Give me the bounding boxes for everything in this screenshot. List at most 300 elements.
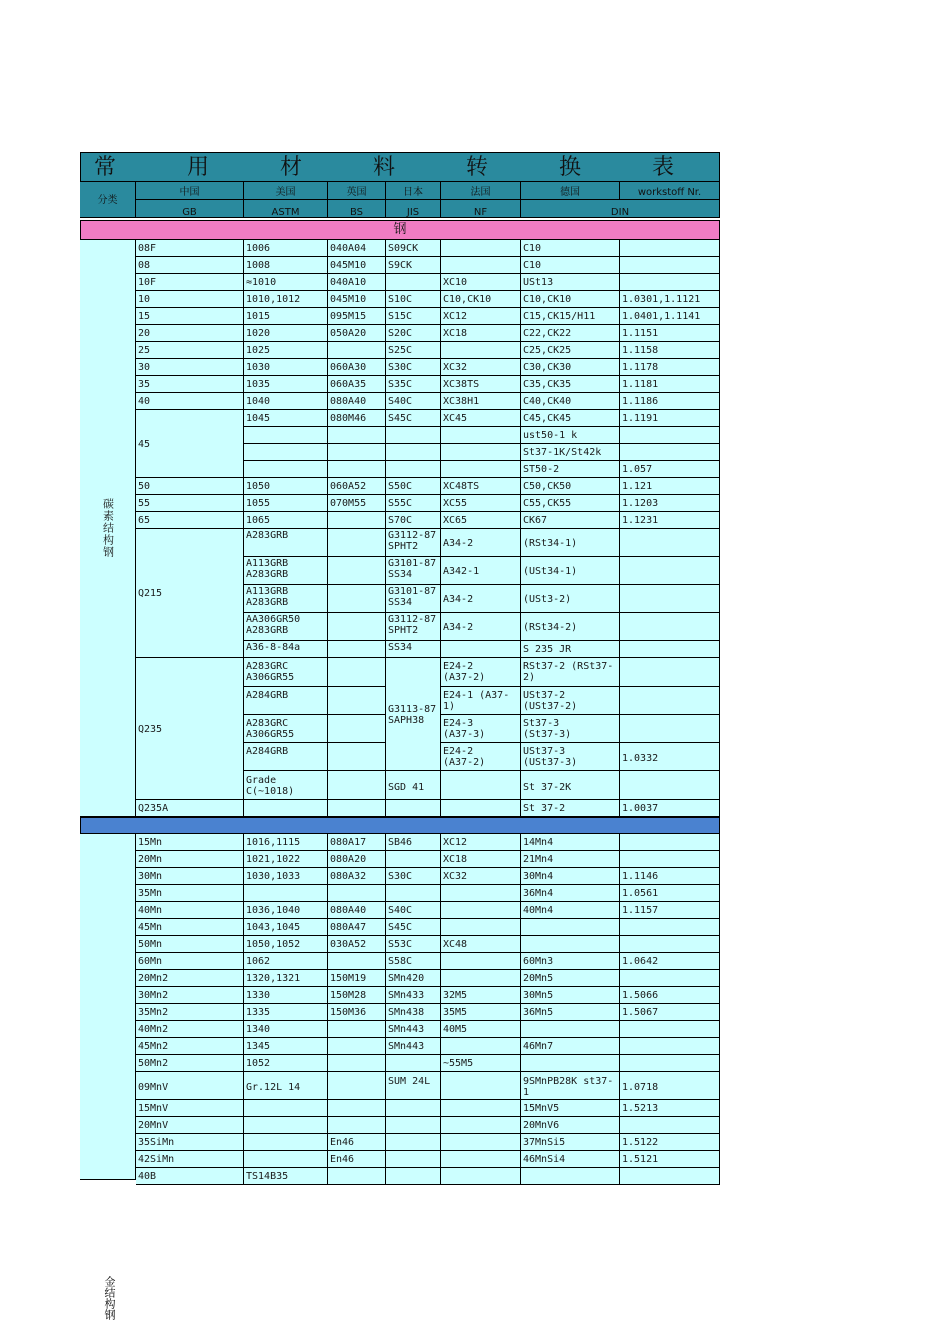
carbon-row-cell	[620, 376, 720, 393]
alloy-row-cell	[244, 953, 328, 970]
alloy-row-cell	[328, 1168, 386, 1185]
cell-text: ASTM	[271, 207, 300, 218]
alloy-row-cell	[441, 919, 521, 936]
carbon-row-cell	[136, 342, 244, 359]
cell-text: (RSt34-1)	[523, 537, 578, 549]
cell-text: St 37-2	[523, 803, 566, 814]
cell-text: 50Mn2	[138, 1058, 169, 1069]
cell-text: 9SMnPB28K st37- 1	[523, 1076, 614, 1098]
alloy-row-cell	[441, 1072, 521, 1100]
alloy-row-cell	[441, 1151, 521, 1168]
cell-text: workstoff Nr.	[637, 187, 702, 198]
cell-text: 1035	[246, 379, 271, 390]
alloy-row-cell	[620, 1117, 720, 1134]
cell-text: A36-8-84a	[246, 642, 301, 653]
cell-text: 1040	[246, 396, 271, 407]
q235-cell	[620, 771, 720, 800]
q215-cell	[521, 613, 620, 641]
cell-text: 20Mn2	[138, 973, 169, 984]
cell-text: 040A10	[330, 277, 367, 288]
section-separator	[80, 817, 720, 834]
carbon-row-cell	[244, 512, 328, 529]
cell-text: Q235A	[138, 803, 169, 814]
cell-text: St 37-2K	[523, 781, 572, 793]
q215-cell	[386, 529, 441, 557]
cell-text: 1.0332	[622, 752, 659, 764]
alloy-row-cell	[328, 1021, 386, 1038]
alloy-row-cell	[441, 1021, 521, 1038]
cell-text: G3101-87 SS34	[388, 558, 437, 580]
cell-text: G3112-87 SPHT2	[388, 530, 437, 552]
alloy-row-cell	[136, 1134, 244, 1151]
cell-text: En46	[330, 1154, 355, 1165]
g45-cell	[386, 444, 441, 461]
cell-text: S 235 JR	[523, 644, 572, 655]
cell-text: 15Mn	[138, 837, 163, 848]
q215-cell	[386, 557, 441, 585]
carbon-row-cell	[441, 376, 521, 393]
alloy-row-cell	[620, 987, 720, 1004]
cell-text: 1.5122	[622, 1137, 659, 1148]
cell-text: Grade C(~1018)	[246, 775, 295, 797]
alloy-row-cell	[441, 885, 521, 902]
cell-text: 1.0401,1.1141	[622, 311, 701, 322]
q235a-cell	[386, 800, 441, 817]
cell-text: 35Mn2	[138, 1007, 169, 1018]
cell-text: 36Mn4	[523, 888, 554, 899]
cell-text: 1.0301,1.1121	[622, 294, 701, 305]
alloy-row-cell	[441, 1038, 521, 1055]
alloy-row-cell	[386, 936, 441, 953]
header-standard	[521, 200, 720, 218]
cell-text: 分类	[97, 194, 118, 206]
carbon-row-cell	[328, 512, 386, 529]
alloy-row-cell	[328, 1134, 386, 1151]
carbon-row-cell	[441, 308, 521, 325]
cell-text: 150M36	[330, 1007, 367, 1018]
alloy-row-cell	[386, 834, 441, 851]
cell-text: Gr.12L 14	[246, 1082, 301, 1093]
alloy-row-cell	[244, 1038, 328, 1055]
cell-text: 50	[138, 481, 151, 492]
q235a-cell	[244, 800, 328, 817]
cell-text: C50,CK50	[523, 481, 572, 492]
q235-cell	[620, 743, 720, 771]
g45-cell	[328, 461, 386, 478]
cell-text: 040A04	[330, 243, 367, 254]
alloy-row-cell	[521, 868, 620, 885]
alloy-row-cell	[244, 885, 328, 902]
alloy-row-cell	[244, 1168, 328, 1185]
cell-text: (USt3-2)	[523, 593, 572, 605]
cell-text: 1.1231	[622, 515, 659, 526]
q235a-cell	[136, 800, 244, 817]
cell-text: XC18	[443, 328, 468, 339]
cell-text: 中国	[179, 187, 200, 198]
g45-cell	[244, 427, 328, 444]
cell-text: 1.0642	[622, 956, 659, 967]
cell-text: 1340	[246, 1024, 271, 1035]
cell-text: S70C	[388, 515, 413, 526]
alloy-row-cell	[521, 1134, 620, 1151]
cell-text: St37-1K/St42k	[523, 447, 602, 458]
alloy-row-cell	[328, 919, 386, 936]
carbon-row-cell	[521, 393, 620, 410]
alloy-row-cell	[620, 1100, 720, 1117]
q215-cell	[441, 641, 521, 658]
alloy-row-cell	[136, 1151, 244, 1168]
alloy-row-cell	[441, 987, 521, 1004]
q235-cell	[521, 715, 620, 743]
cell-text: 35SiMn	[138, 1137, 175, 1148]
cell-text: 35M5	[443, 1007, 468, 1018]
alloy-row-cell	[521, 936, 620, 953]
q215-cell	[521, 557, 620, 585]
cell-text: A284GRB	[246, 690, 289, 701]
alloy-row-cell	[620, 868, 720, 885]
g45-cell	[328, 427, 386, 444]
cell-text: ~55M5	[443, 1058, 474, 1069]
q215-cell	[386, 585, 441, 613]
carbon-row-cell	[441, 291, 521, 308]
cell-text: 1.1151	[622, 328, 659, 339]
alloy-row-cell	[386, 851, 441, 868]
alloy-row-cell	[521, 885, 620, 902]
cell-text: 1062	[246, 956, 271, 967]
g45-cell	[328, 444, 386, 461]
header-standard	[441, 200, 521, 218]
alloy-row-cell	[244, 851, 328, 868]
q215-cell	[620, 557, 720, 585]
q215-cell	[244, 613, 328, 641]
g45-cell	[244, 444, 328, 461]
alloy-row-cell	[386, 987, 441, 1004]
cell-text: 46MnSi4	[523, 1154, 566, 1165]
carbon-row-cell	[244, 393, 328, 410]
cell-text: 25	[138, 345, 151, 356]
cell-text: 1.1203	[622, 498, 659, 509]
alloy-row-cell	[244, 970, 328, 987]
cell-text: ust50-1 k	[523, 430, 578, 441]
carbon-row-cell	[328, 359, 386, 376]
cell-text: XC10	[443, 277, 468, 288]
cell-text: SS34	[388, 642, 413, 653]
alloy-row-cell	[386, 953, 441, 970]
alloy-row-cell	[136, 919, 244, 936]
alloy-row-cell	[328, 1004, 386, 1021]
carbon-row-cell	[521, 495, 620, 512]
alloy-row-cell	[328, 851, 386, 868]
alloy-row-cell	[386, 970, 441, 987]
cell-text: ST50-2	[523, 464, 560, 475]
alloy-row-cell	[620, 851, 720, 868]
carbon-row-cell	[244, 308, 328, 325]
alloy-row-cell	[136, 1117, 244, 1134]
q235-cell	[328, 658, 386, 687]
alloy-row-cell	[521, 851, 620, 868]
cell-text: G3101-87 SS34	[388, 586, 437, 608]
q235-cell	[328, 687, 386, 715]
cell-text: E24-2 (A37-2)	[443, 661, 486, 683]
alloy-row-cell	[136, 987, 244, 1004]
cell-text: S9CK	[388, 260, 413, 271]
q235-cell	[328, 771, 386, 800]
carbon-row-cell	[328, 495, 386, 512]
alloy-row-cell	[328, 987, 386, 1004]
carbon-row-cell	[441, 495, 521, 512]
carbon-row-cell	[386, 393, 441, 410]
table-title-text: 常 用 材 料 转 换 表	[94, 155, 706, 180]
carbon-row-cell	[441, 325, 521, 342]
alloy-row-cell	[620, 1168, 720, 1185]
alloy-row-cell	[328, 1117, 386, 1134]
cell-text: C30,CK30	[523, 362, 572, 373]
alloy-row-cell	[620, 834, 720, 851]
q235-cell	[620, 715, 720, 743]
header-country	[136, 182, 244, 200]
cell-text: BS	[349, 207, 364, 218]
carbon-row-cell	[386, 325, 441, 342]
cell-text: XC65	[443, 515, 468, 526]
alloy-row-cell	[136, 1038, 244, 1055]
carbon-row-cell	[328, 393, 386, 410]
carbon-row-cell	[521, 342, 620, 359]
cell-text: A283GRC A306GR55	[246, 661, 295, 683]
carbon-row-cell	[441, 478, 521, 495]
cell-text: AA306GR50 A283GRB	[246, 614, 301, 636]
alloy-row-cell	[521, 987, 620, 1004]
cell-text: C35,CK35	[523, 379, 572, 390]
q215-cell	[521, 585, 620, 613]
cell-text: 080A40	[330, 905, 367, 916]
alloy-row-cell	[386, 1021, 441, 1038]
cell-text: 1036,1040	[246, 905, 301, 916]
cell-text: A34-2	[443, 621, 474, 633]
cell-text: 045M10	[330, 260, 367, 271]
cell-text: SMn438	[388, 1007, 425, 1018]
g45-cell	[244, 410, 328, 427]
alloy-row-cell	[521, 919, 620, 936]
alloy-row-cell	[386, 1100, 441, 1117]
cell-text: 45	[138, 438, 151, 450]
carbon-row-cell	[244, 495, 328, 512]
cell-text: 070M55	[330, 498, 367, 509]
carbon-row-cell	[244, 342, 328, 359]
cell-text: 080A40	[330, 396, 367, 407]
carbon-row-cell	[521, 359, 620, 376]
carbon-row-cell	[521, 257, 620, 274]
category-alloy-cell	[80, 834, 136, 1180]
q235-cell	[620, 687, 720, 715]
cell-text: 1008	[246, 260, 271, 271]
alloy-row-cell	[136, 936, 244, 953]
carbon-row-cell	[244, 376, 328, 393]
header-standard	[244, 200, 328, 218]
cell-text: C25,CK25	[523, 345, 572, 356]
carbon-row-cell	[441, 512, 521, 529]
header-country	[441, 182, 521, 200]
category-carbon	[80, 240, 136, 817]
carbon-row-cell	[386, 512, 441, 529]
cell-text: 1050,1052	[246, 939, 301, 950]
q235-cell	[441, 658, 521, 687]
q215-cell	[386, 641, 441, 658]
alloy-row-cell	[441, 1117, 521, 1134]
carbon-row-cell	[244, 274, 328, 291]
q235-cell	[244, 715, 328, 743]
cell-text: 1.057	[622, 464, 653, 475]
carbon-row-cell	[386, 478, 441, 495]
cell-text: 60Mn	[138, 956, 163, 967]
carbon-row-cell	[441, 342, 521, 359]
alloy-row-cell	[441, 868, 521, 885]
cell-text: 060A35	[330, 379, 367, 390]
cell-text: 法国	[470, 187, 491, 198]
alloy-row-cell	[328, 970, 386, 987]
alloy-row-cell	[441, 1134, 521, 1151]
cell-text: 1.1191	[622, 413, 659, 424]
cell-text: C10	[523, 243, 542, 254]
alloy-row-cell	[386, 1134, 441, 1151]
alloy-row-cell	[244, 1117, 328, 1134]
cell-text: 1030,1033	[246, 871, 301, 882]
cell-text: 1030	[246, 362, 271, 373]
cell-text: SMn433	[388, 990, 425, 1001]
cell-text: A34-2	[443, 593, 474, 605]
cell-text: 1.5213	[622, 1103, 659, 1114]
carbon-row-cell	[244, 240, 328, 257]
alloy-row-cell	[386, 1038, 441, 1055]
carbon-row-cell	[620, 342, 720, 359]
cell-text: C55,CK55	[523, 498, 572, 509]
cell-text: 美国	[275, 187, 296, 198]
q215-cell	[620, 641, 720, 658]
carbon-row-cell	[620, 325, 720, 342]
alloy-row-cell	[521, 1168, 620, 1185]
q215-cell	[328, 529, 386, 557]
g45-cell	[441, 427, 521, 444]
alloy-row-cell	[244, 1151, 328, 1168]
carbon-row-cell	[620, 308, 720, 325]
cell-text: 1.0037	[622, 803, 659, 814]
cell-text: 1015	[246, 311, 271, 322]
cell-text: 日本	[403, 187, 423, 198]
alloy-row-cell	[620, 902, 720, 919]
cell-text: 1020	[246, 328, 271, 339]
cell-text: 1330	[246, 990, 271, 1001]
alloy-row-cell	[244, 902, 328, 919]
cell-text: 150M19	[330, 973, 367, 984]
q215-cell	[244, 557, 328, 585]
cell-text: 65	[138, 515, 151, 526]
carbon-row-cell	[328, 291, 386, 308]
alloy-row-cell	[136, 868, 244, 885]
carbon-row-cell	[136, 325, 244, 342]
cell-text: 1.1157	[622, 905, 659, 916]
alloy-row-cell	[441, 834, 521, 851]
alloy-row-cell	[386, 902, 441, 919]
cell-text: C10	[523, 260, 542, 271]
cell-text: SB46	[388, 837, 413, 848]
cell-text: 30Mn4	[523, 871, 554, 882]
cell-text: 35Mn	[138, 888, 163, 899]
carbon-row-cell	[136, 359, 244, 376]
carbon-row-cell	[620, 359, 720, 376]
cell-text: C45,CK45	[523, 413, 572, 424]
alloy-row-cell	[620, 885, 720, 902]
g45-cell	[620, 427, 720, 444]
cell-text: S25C	[388, 345, 413, 356]
alloy-row-cell	[521, 1055, 620, 1072]
carbon-row-cell	[386, 308, 441, 325]
carbon-row-cell	[136, 291, 244, 308]
q235-cell	[441, 771, 521, 800]
alloy-row-cell	[386, 868, 441, 885]
cell-text: A283GRC A306GR55	[246, 718, 295, 740]
alloy-row-cell	[620, 1072, 720, 1100]
cell-text: En46	[330, 1137, 355, 1148]
cell-text: 1.5121	[622, 1154, 659, 1165]
cell-text: (USt34-1)	[523, 565, 578, 577]
cell-text: 080A32	[330, 871, 367, 882]
carbon-row-cell	[136, 274, 244, 291]
alloy-row-cell	[244, 1021, 328, 1038]
cell-text: G3112-87 SPHT2	[388, 614, 437, 636]
q215-cell	[244, 641, 328, 658]
cell-text: SGD 41	[388, 781, 425, 793]
cell-text: 1.1186	[622, 396, 659, 407]
carbon-row-cell	[328, 325, 386, 342]
cell-text: RSt37-2 (RSt37- 2)	[523, 661, 614, 683]
alloy-row-cell	[328, 885, 386, 902]
carbon-row-cell	[328, 274, 386, 291]
cell-text: 30Mn	[138, 871, 163, 882]
carbon-row-cell	[328, 240, 386, 257]
carbon-row-cell	[386, 376, 441, 393]
header-country	[328, 182, 386, 200]
cell-text: A113GRB A283GRB	[246, 558, 289, 580]
header-country	[386, 182, 441, 200]
cell-text: 45Mn	[138, 922, 163, 933]
cell-text: 40B	[138, 1171, 157, 1182]
cell-text: XC38TS	[443, 379, 480, 390]
carbon-row-cell	[521, 308, 620, 325]
q215-cell	[620, 613, 720, 641]
q235-cell	[620, 658, 720, 687]
carbon-row-cell	[136, 376, 244, 393]
alloy-row-cell	[244, 936, 328, 953]
alloy-row-cell	[620, 1004, 720, 1021]
carbon-row-cell	[620, 291, 720, 308]
cell-text: XC12	[443, 837, 468, 848]
cell-text: 1320,1321	[246, 973, 301, 984]
cell-text: 40M5	[443, 1024, 468, 1035]
g45-cell	[620, 461, 720, 478]
carbon-row-cell	[521, 274, 620, 291]
header-category	[80, 182, 136, 218]
cell-text: 080A20	[330, 854, 367, 865]
cell-text: 15	[138, 311, 151, 322]
cell-text: 1045	[246, 413, 271, 424]
category-alloy-label: 金结构钢	[103, 1276, 116, 1320]
alloy-row-cell	[328, 1038, 386, 1055]
carbon-row-cell	[386, 342, 441, 359]
alloy-row-cell	[521, 1038, 620, 1055]
g45-cell	[244, 461, 328, 478]
alloy-row-cell	[328, 868, 386, 885]
g45-cell	[521, 427, 620, 444]
cell-text: 50Mn	[138, 939, 163, 950]
